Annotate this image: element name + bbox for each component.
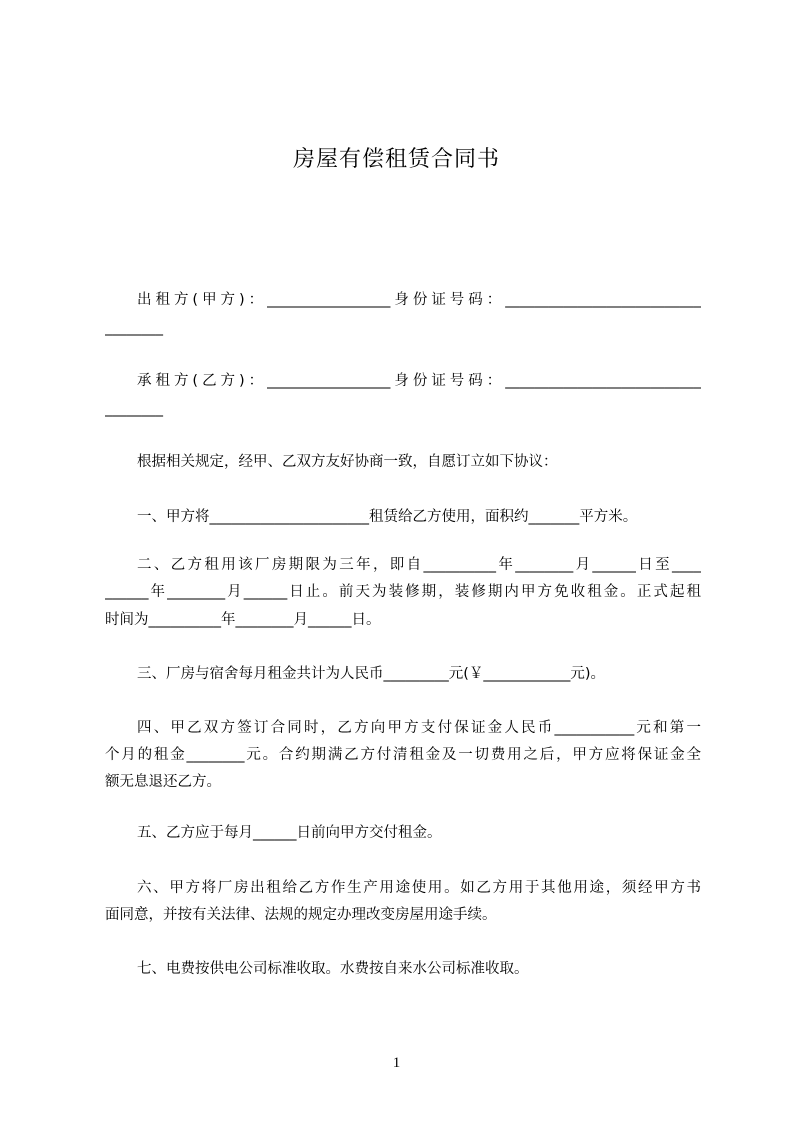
- clause-2-cont: 时间为__________年________月______日。: [105, 612, 381, 628]
- lessor-line: 出租方(甲方)：_________________身份证号码：___________________________: [137, 292, 701, 308]
- clause-6: 六、甲方将厂房出租给乙方作生产用途使用。如乙方用于其他用途，须经甲方书: [137, 880, 701, 896]
- clause-2: 二、乙方租用该厂房期限为三年，即自__________年________月______日至____: [137, 557, 701, 573]
- clause-4: 四、甲乙双方签订合同时，乙方向甲方支付保证金人民币___________元和第一: [137, 720, 701, 736]
- lessee-line-cont: ________: [105, 401, 163, 417]
- preamble: 根据相关规定，经甲、乙双方友好协商一致，自愿订立如下协议：: [137, 454, 558, 470]
- lessee-line: 承租方(乙方)：_________________身份证号码：___________________________: [137, 373, 701, 389]
- clause-3: 三、厂房与宿舍每月租金共计为人民币_________元(￥____________元)。: [137, 666, 606, 682]
- page-number: 1: [392, 1055, 401, 1071]
- clause-6-cont: 面同意，并按有关法律、法规的规定办理改变房屋用途手续。: [105, 907, 497, 923]
- clause-7: 七、电费按供电公司标准收取。水费按自来水公司标准收取。: [137, 961, 529, 977]
- clause-1: 一、甲方将______________________租赁给乙方使用，面积约_______平方米。: [137, 509, 638, 525]
- clause-5: 五、乙方应于每月______日前向甲方交付租金。: [137, 825, 442, 841]
- clause-4-cont: 额无息退还乙方。: [105, 774, 221, 790]
- document-title: 房屋有偿租赁合同书: [292, 147, 500, 172]
- clause-2-cont: ______年________月______日止。前天为装修期，装修期内甲方免收租金。正式起租: [105, 584, 701, 600]
- lessor-line-cont: ________: [105, 320, 163, 336]
- clause-4-cont: 个月的租金________元。合约期满乙方付清租金及一切费用之后，甲方应将保证金全: [105, 747, 701, 763]
